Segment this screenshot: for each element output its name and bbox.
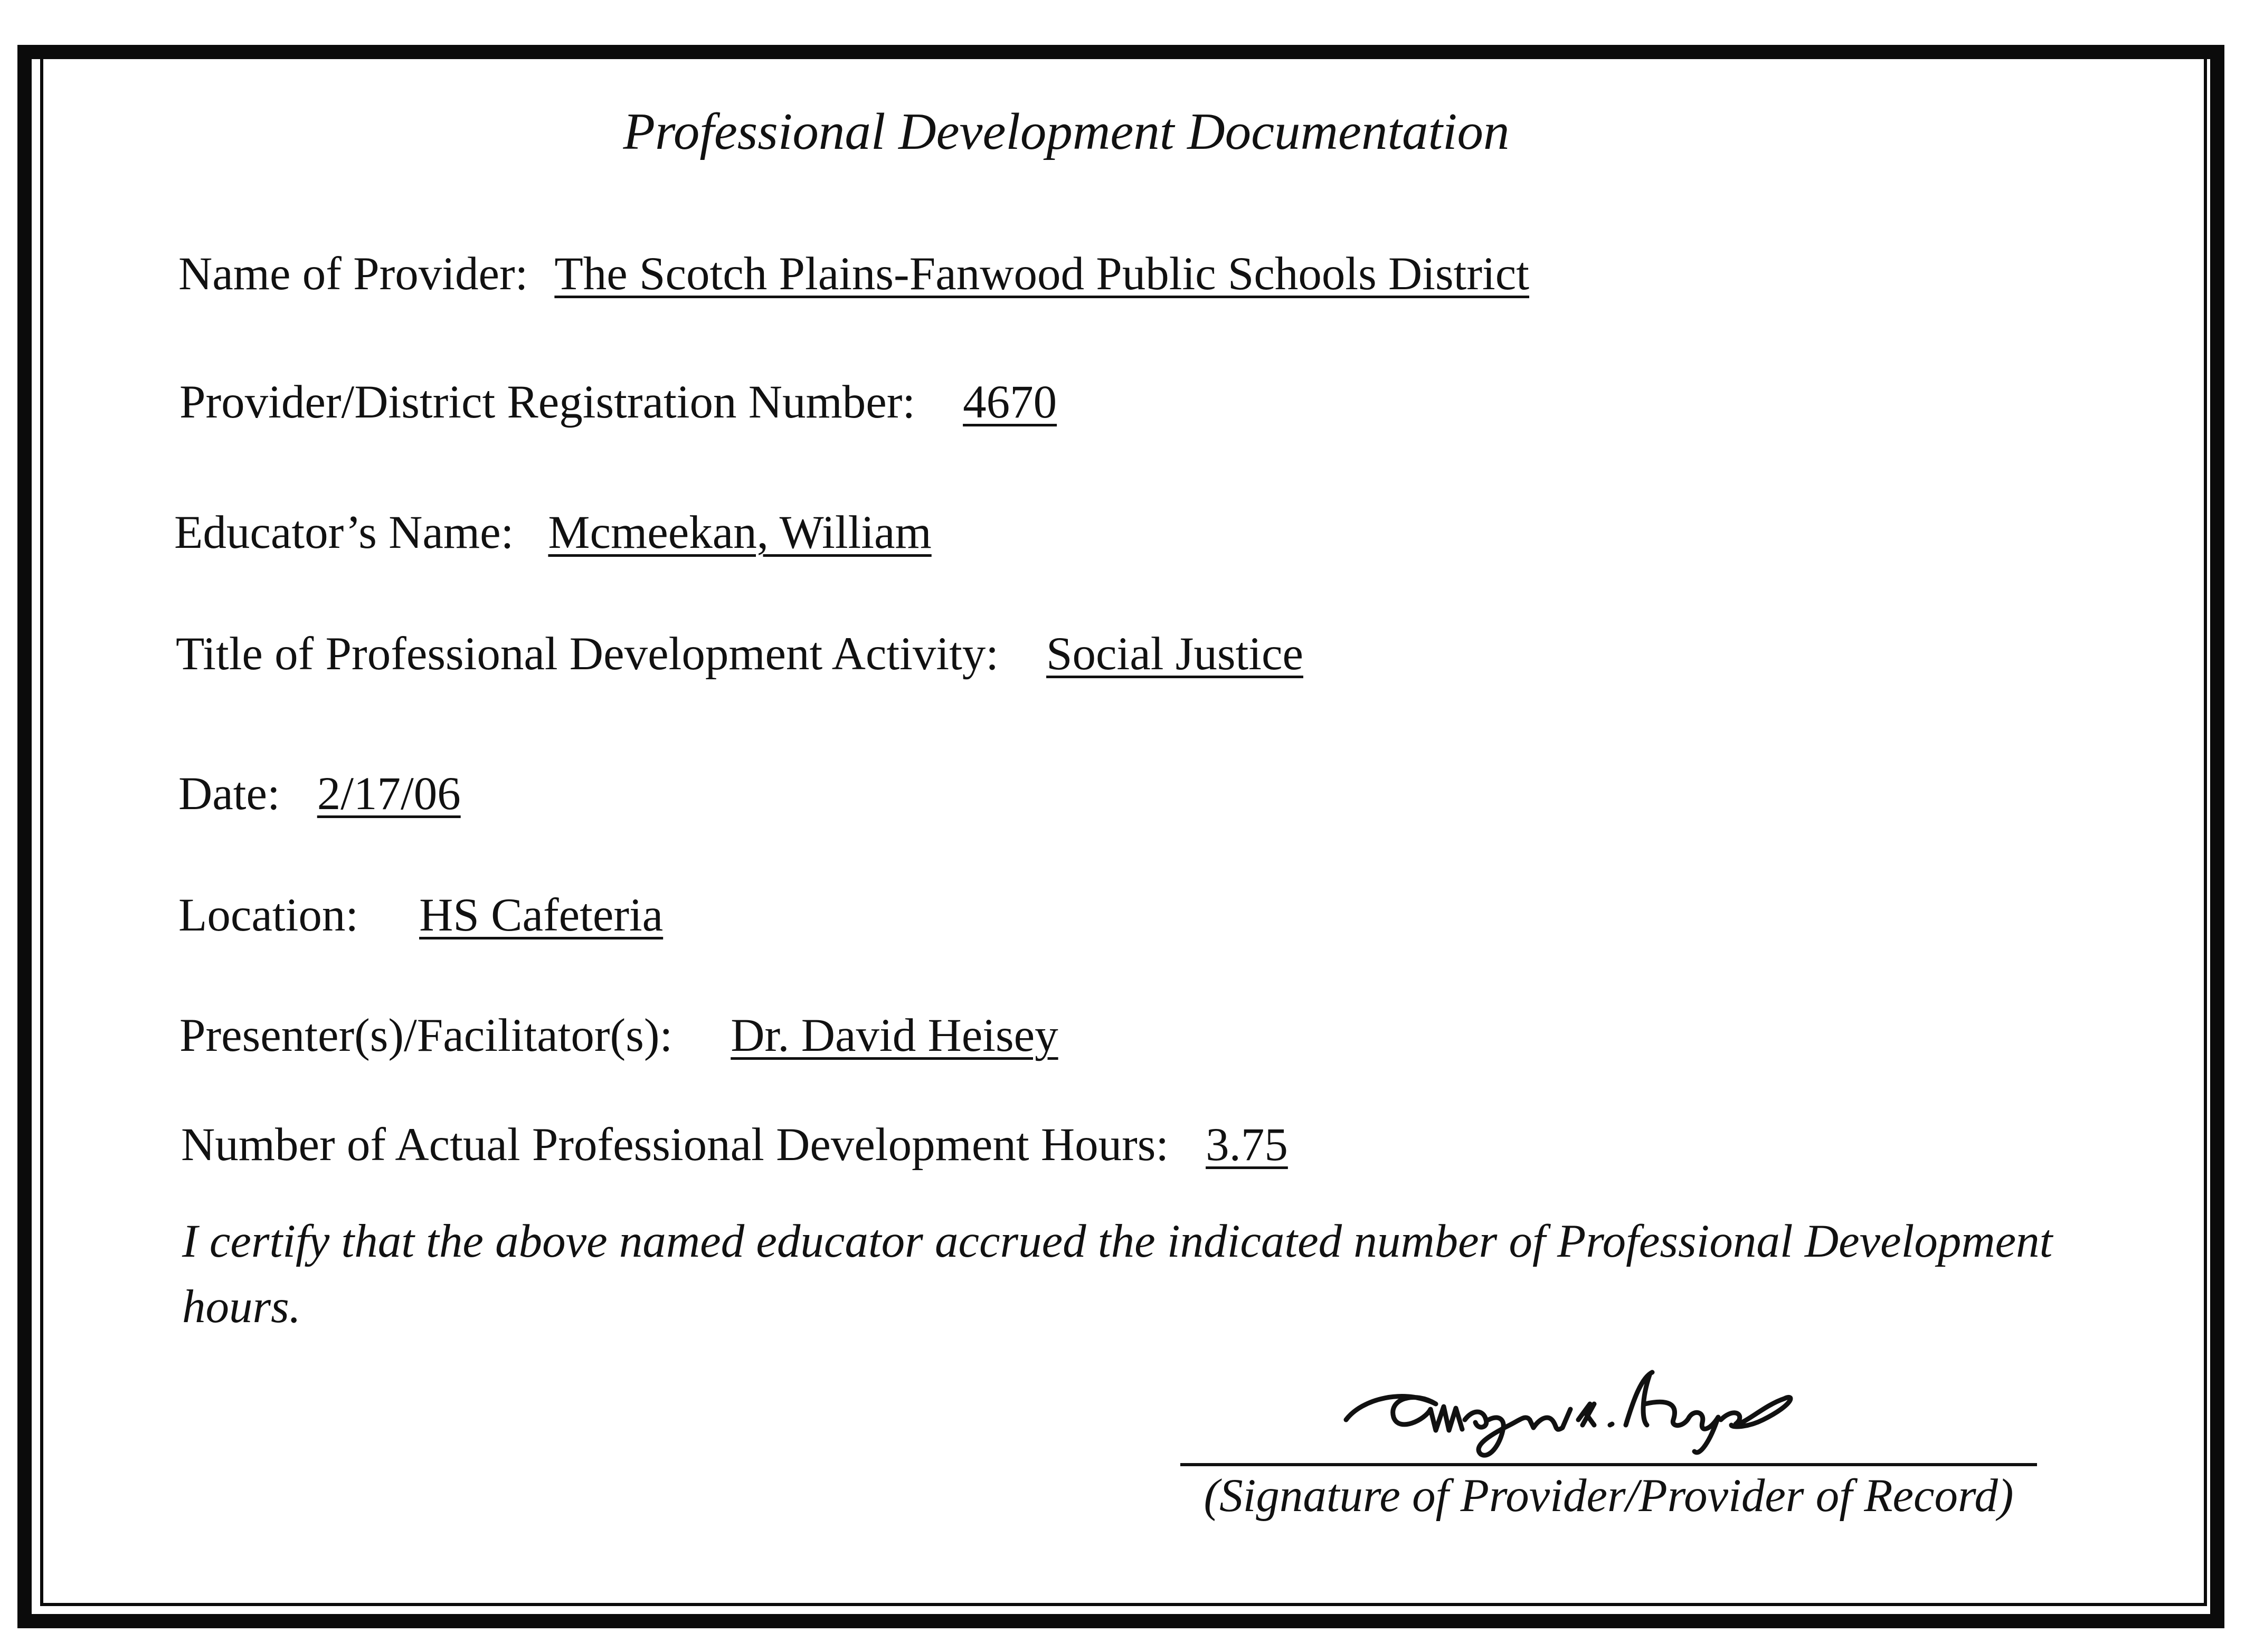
signature-stroke-argaret bbox=[1465, 1409, 1570, 1455]
field-date bbox=[178, 768, 461, 820]
signature-stroke-m bbox=[1346, 1397, 1462, 1430]
registration-number-value: 4670 bbox=[963, 376, 1057, 428]
signature-line bbox=[1180, 1463, 2037, 1466]
field-provider-name bbox=[178, 248, 1529, 300]
certification-line-1: I certify that the above named educator accrued the indicated number of Professional Development bbox=[182, 1216, 2053, 1267]
field-educator-name bbox=[174, 509, 932, 556]
signature-stroke-h bbox=[1578, 1404, 1594, 1425]
activity-title-label: Title of Professional Development Activity: bbox=[176, 628, 999, 680]
hours-label: Number of Actual Professional Development Hours: bbox=[181, 1119, 1169, 1171]
educator-name-value: Mcmeekan, William bbox=[548, 507, 932, 558]
field-location bbox=[178, 889, 664, 941]
provider-name-label: Name of Provider: bbox=[178, 248, 528, 300]
presenter-label: Presenter(s)/Facilitator(s): bbox=[179, 1010, 673, 1061]
presenter-value: Dr. David Heisey bbox=[731, 1010, 1058, 1061]
document-title: Professional Development Documentation bbox=[623, 103, 1510, 160]
certification-line-2: hours. bbox=[182, 1281, 301, 1333]
location-label: Location: bbox=[178, 889, 359, 941]
handwritten-signature bbox=[1330, 1341, 1805, 1467]
signature-stroke-hayes bbox=[1626, 1372, 1791, 1452]
provider-name-value: The Scotch Plains-Fanwood Public Schools District bbox=[554, 248, 1529, 300]
field-activity-title bbox=[176, 628, 1303, 680]
location-value: HS Cafeteria bbox=[419, 889, 664, 941]
registration-number-label: Provider/District Registration Number: bbox=[179, 376, 916, 428]
date-value: 2/17/06 bbox=[317, 768, 461, 820]
signature-stroke-dot bbox=[1610, 1424, 1612, 1425]
date-label: Date: bbox=[178, 768, 280, 820]
field-hours bbox=[181, 1119, 1288, 1171]
field-presenter bbox=[179, 1012, 1058, 1059]
certification-statement bbox=[182, 1209, 2135, 1340]
field-registration-number bbox=[179, 376, 1057, 428]
signature-caption: (Signature of Provider/Provider of Record) bbox=[1204, 1470, 2014, 1522]
educator-name-label: Educator’s Name: bbox=[174, 507, 514, 558]
hours-value: 3.75 bbox=[1206, 1119, 1288, 1171]
activity-title-value: Social Justice bbox=[1046, 628, 1303, 680]
